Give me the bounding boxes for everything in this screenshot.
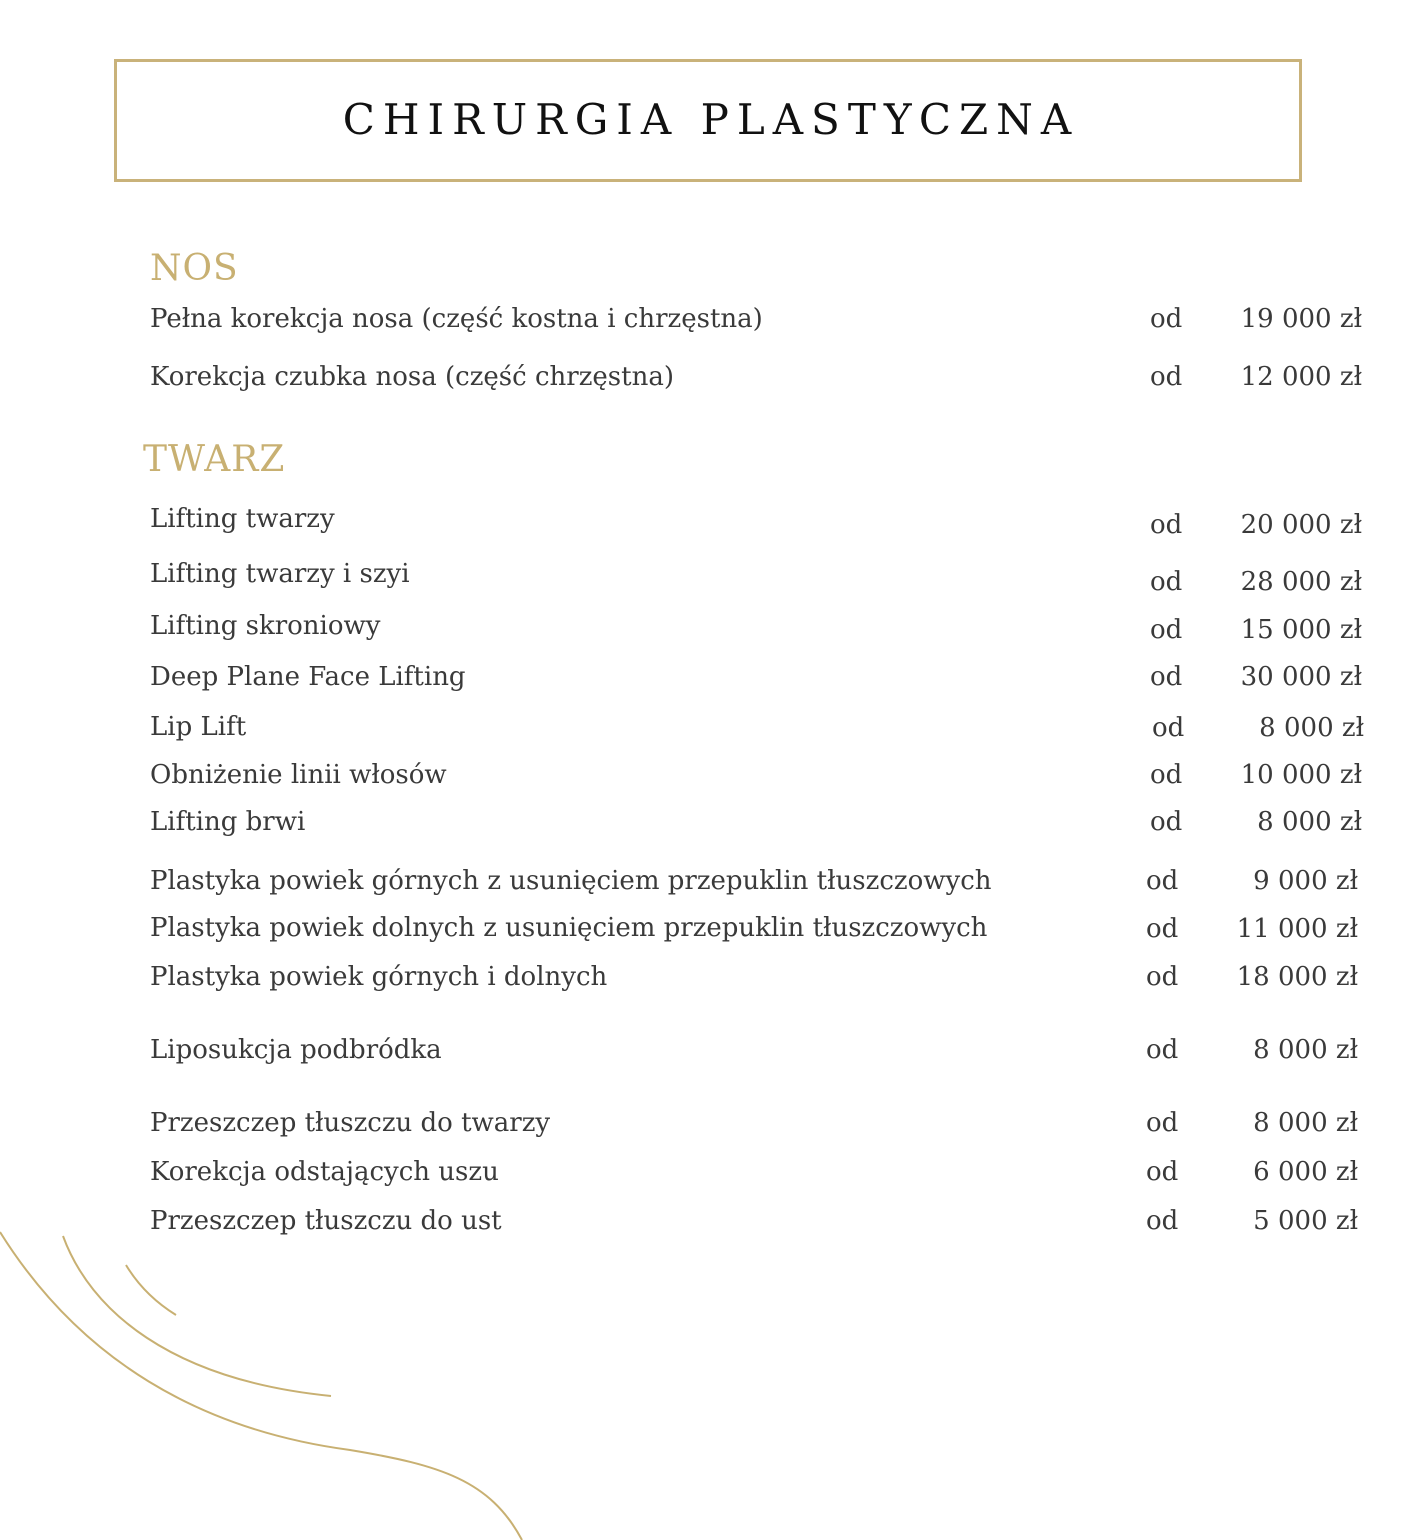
service-name: Plastyka powiek górnych i dolnych xyxy=(150,962,608,992)
service-name: Plastyka powiek dolnych z usunięciem przepuklin tłuszczowych xyxy=(150,913,988,943)
price-prefix: od xyxy=(1150,304,1183,334)
price-prefix: od xyxy=(1146,1157,1179,1187)
price-value: 11 000 zł xyxy=(1236,914,1358,944)
price-value: 8 000 zł xyxy=(1253,1035,1358,1065)
service-name: Liposukcja podbródka xyxy=(150,1035,442,1065)
price-value: 6 000 zł xyxy=(1253,1157,1358,1187)
service-name: Korekcja czubka nosa (część chrzęstna) xyxy=(150,362,674,392)
price-prefix: od xyxy=(1150,760,1183,790)
price-prefix: od xyxy=(1152,713,1185,743)
price-value: 20 000 zł xyxy=(1240,510,1362,540)
price-prefix: od xyxy=(1146,1108,1179,1138)
price-value: 8 000 zł xyxy=(1259,713,1364,743)
price-value: 12 000 zł xyxy=(1240,362,1362,392)
price-value: 8 000 zł xyxy=(1253,1108,1358,1138)
price-prefix: od xyxy=(1150,510,1183,540)
price-value: 8 000 zł xyxy=(1257,807,1362,837)
service-name: Deep Plane Face Lifting xyxy=(150,662,466,692)
price-prefix: od xyxy=(1146,914,1179,944)
price-prefix: od xyxy=(1146,962,1179,992)
service-name: Lifting twarzy i szyi xyxy=(150,559,410,589)
price-prefix: od xyxy=(1146,1206,1179,1236)
service-name: Lip Lift xyxy=(150,712,247,742)
price-value: 28 000 zł xyxy=(1240,567,1362,597)
price-value: 9 000 zł xyxy=(1253,866,1358,896)
price-value: 18 000 zł xyxy=(1236,962,1358,992)
price-value: 5 000 zł xyxy=(1253,1206,1358,1236)
service-name: Plastyka powiek górnych z usunięciem przepuklin tłuszczowych xyxy=(150,866,992,896)
service-name: Pełna korekcja nosa (część kostna i chrzęstna) xyxy=(150,304,763,334)
decor-curve-large xyxy=(0,1232,522,1540)
page-title: CHIRURGIA PLASTYCZNA xyxy=(342,95,1080,144)
section-heading-nos: NOS xyxy=(150,248,239,289)
price-prefix: od xyxy=(1146,866,1179,896)
service-name: Przeszczep tłuszczu do twarzy xyxy=(150,1108,551,1138)
service-name: Obniżenie linii włosów xyxy=(150,760,447,790)
price-prefix: od xyxy=(1150,567,1183,597)
service-name: Przeszczep tłuszczu do ust xyxy=(150,1206,502,1236)
price-value: 10 000 zł xyxy=(1240,760,1362,790)
price-value: 30 000 zł xyxy=(1240,662,1362,692)
service-name: Lifting twarzy xyxy=(150,504,335,534)
price-prefix: od xyxy=(1150,615,1183,645)
price-prefix: od xyxy=(1150,362,1183,392)
price-value: 15 000 zł xyxy=(1240,615,1362,645)
decor-curve-medium xyxy=(63,1236,331,1396)
service-name: Lifting skroniowy xyxy=(150,611,381,641)
price-value: 19 000 zł xyxy=(1240,304,1362,334)
price-prefix: od xyxy=(1150,807,1183,837)
service-name: Lifting brwi xyxy=(150,807,306,837)
service-name: Korekcja odstających uszu xyxy=(150,1157,499,1187)
price-prefix: od xyxy=(1146,1035,1179,1065)
decor-curve-small xyxy=(126,1265,176,1315)
section-heading-twarz: TWARZ xyxy=(143,439,286,480)
price-prefix: od xyxy=(1150,662,1183,692)
